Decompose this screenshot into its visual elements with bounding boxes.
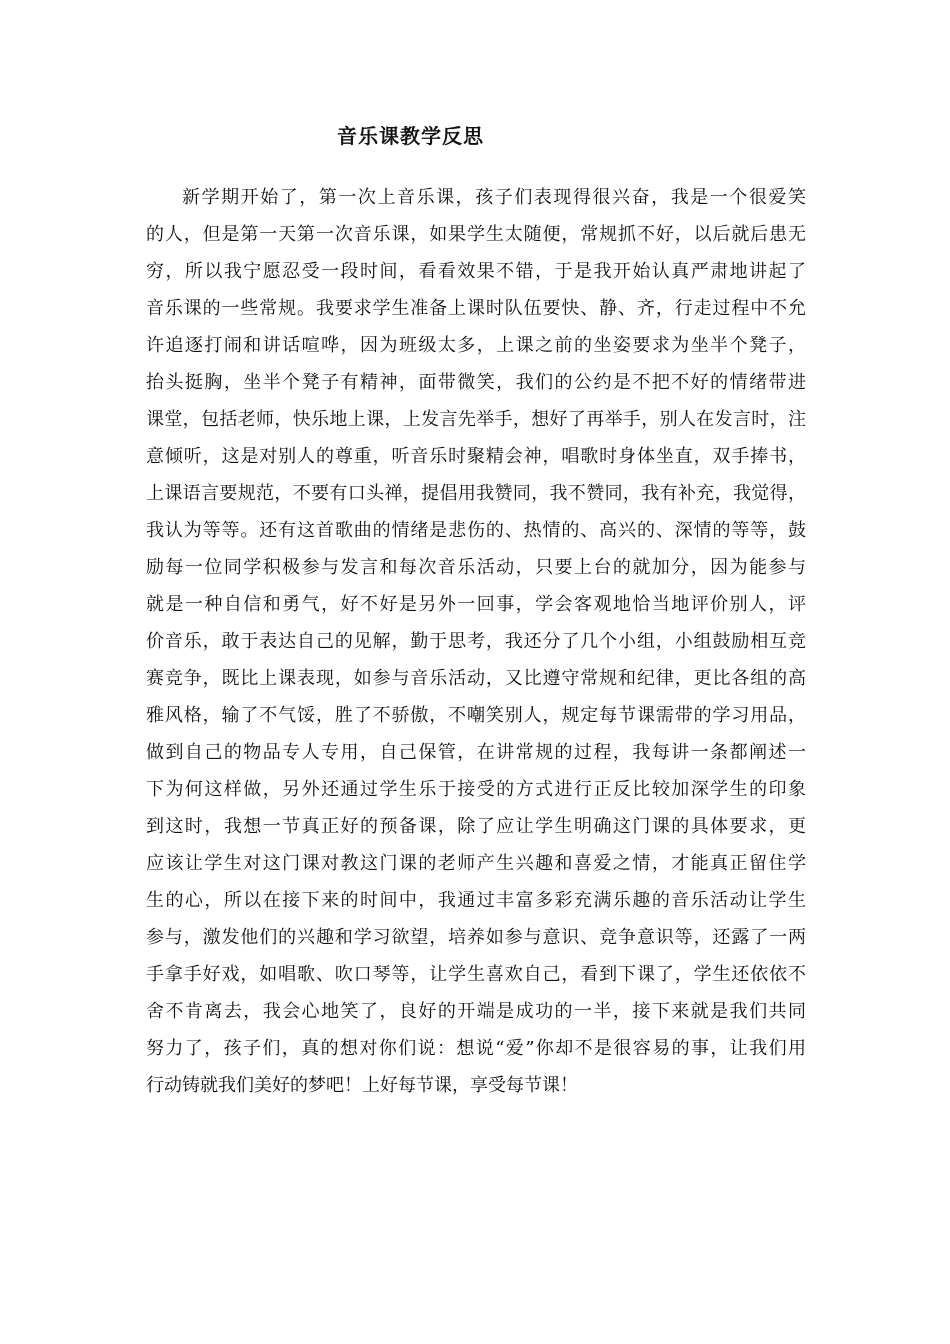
paragraph-line: 新学期开始了，第一次上音乐课，孩子们表现得很兴奋，我是一个很爱笑: [182, 187, 806, 208]
paragraph-line: 穷，所以我宁愿忍受一段时间，看看效果不错，于是我开始认真严肃地讲起了: [146, 261, 806, 282]
paragraph-line: 价音乐，敢于表达自己的见解，勤于思考，我还分了几个小组，小组鼓励相互竞: [146, 631, 806, 652]
paragraph-line: 赛竞争，既比上课表现，如参与音乐活动，又比遵守常规和纪律，更比各组的高: [146, 668, 806, 689]
paragraph-line: 手拿手好戏，如唱歌、吹口琴等，让学生喜欢自己，看到下课了，学生还依依不: [146, 964, 806, 985]
paragraph-line: 就是一种自信和勇气，好不好是另外一回事，学会客观地恰当地评价别人，评: [146, 594, 806, 615]
paragraph-line: 课堂，包括老师，快乐地上课，上发言先举手，想好了再举手，别人在发言时，注: [146, 409, 806, 430]
paragraph-line: 应该让学生对这门课对教这门课的老师产生兴趣和喜爱之情，才能真正留住学: [146, 853, 806, 874]
paragraph-line: 抬头挺胸，坐半个凳子有精神，面带微笑，我们的公约是不把不好的情绪带进: [146, 372, 806, 393]
paragraph-line: 生的心，所以在接下来的时间中，我通过丰富多彩充满乐趣的音乐活动让学生: [146, 890, 806, 911]
paragraph-line: 励每一位同学积极参与发言和每次音乐活动，只要上台的就加分，因为能参与: [146, 557, 806, 578]
paragraph-line: 我认为等等。还有这首歌曲的情绪是悲伤的、热情的、高兴的、深情的等等，鼓: [146, 520, 806, 541]
paragraph-line: 上课语言要规范，不要有口头禅，提倡用我赞同，我不赞同，我有补充，我觉得，: [146, 483, 806, 504]
paragraph-line: 意倾听，这是对别人的尊重，听音乐时聚精会神，唱歌时身体坐直，双手捧书，: [146, 446, 806, 467]
paragraph-line: 努力了，孩子们，真的想对你们说：想说“爱”你却不是很容易的事，让我们用: [146, 1038, 806, 1059]
paragraph-line: 下为何这样做，另外还通过学生乐于接受的方式进行正反比较加深学生的印象: [146, 779, 806, 800]
paragraph-line: 行动铸就我们美好的梦吧！上好每节课，享受每节课！: [146, 1075, 578, 1096]
paragraph-line: 雅风格，输了不气馁，胜了不骄傲，不嘲笑别人，规定每节课需带的学习用品，: [146, 705, 806, 726]
paragraph-line: 参与，激发他们的兴趣和学习欲望，培养如参与意识、竞争意识等，还露了一两: [146, 927, 806, 948]
paragraph-line: 许追逐打闹和讲话喧哗，因为班级太多，上课之前的坐姿要求为坐半个凳子，: [146, 335, 806, 356]
paragraph-line: 舍不肯离去，我会心地笑了，良好的开端是成功的一半，接下来就是我们共同: [146, 1001, 806, 1022]
paragraph-line: 音乐课的一些常规。我要求学生准备上课时队伍要快、静、齐，行走过程中不允: [146, 298, 806, 319]
paragraph-line: 到这时，我想一节真正好的预备课，除了应让学生明确这门课的具体要求，更: [146, 816, 806, 837]
paragraph-line: 的人，但是第一天第一次音乐课，如果学生太随便，常规抓不好，以后就后患无: [146, 224, 806, 245]
document-title: 音乐课教学反思: [337, 124, 484, 148]
paragraph-line: 做到自己的物品专人专用，自己保管，在讲常规的过程，我每讲一条都阐述一: [146, 742, 806, 763]
